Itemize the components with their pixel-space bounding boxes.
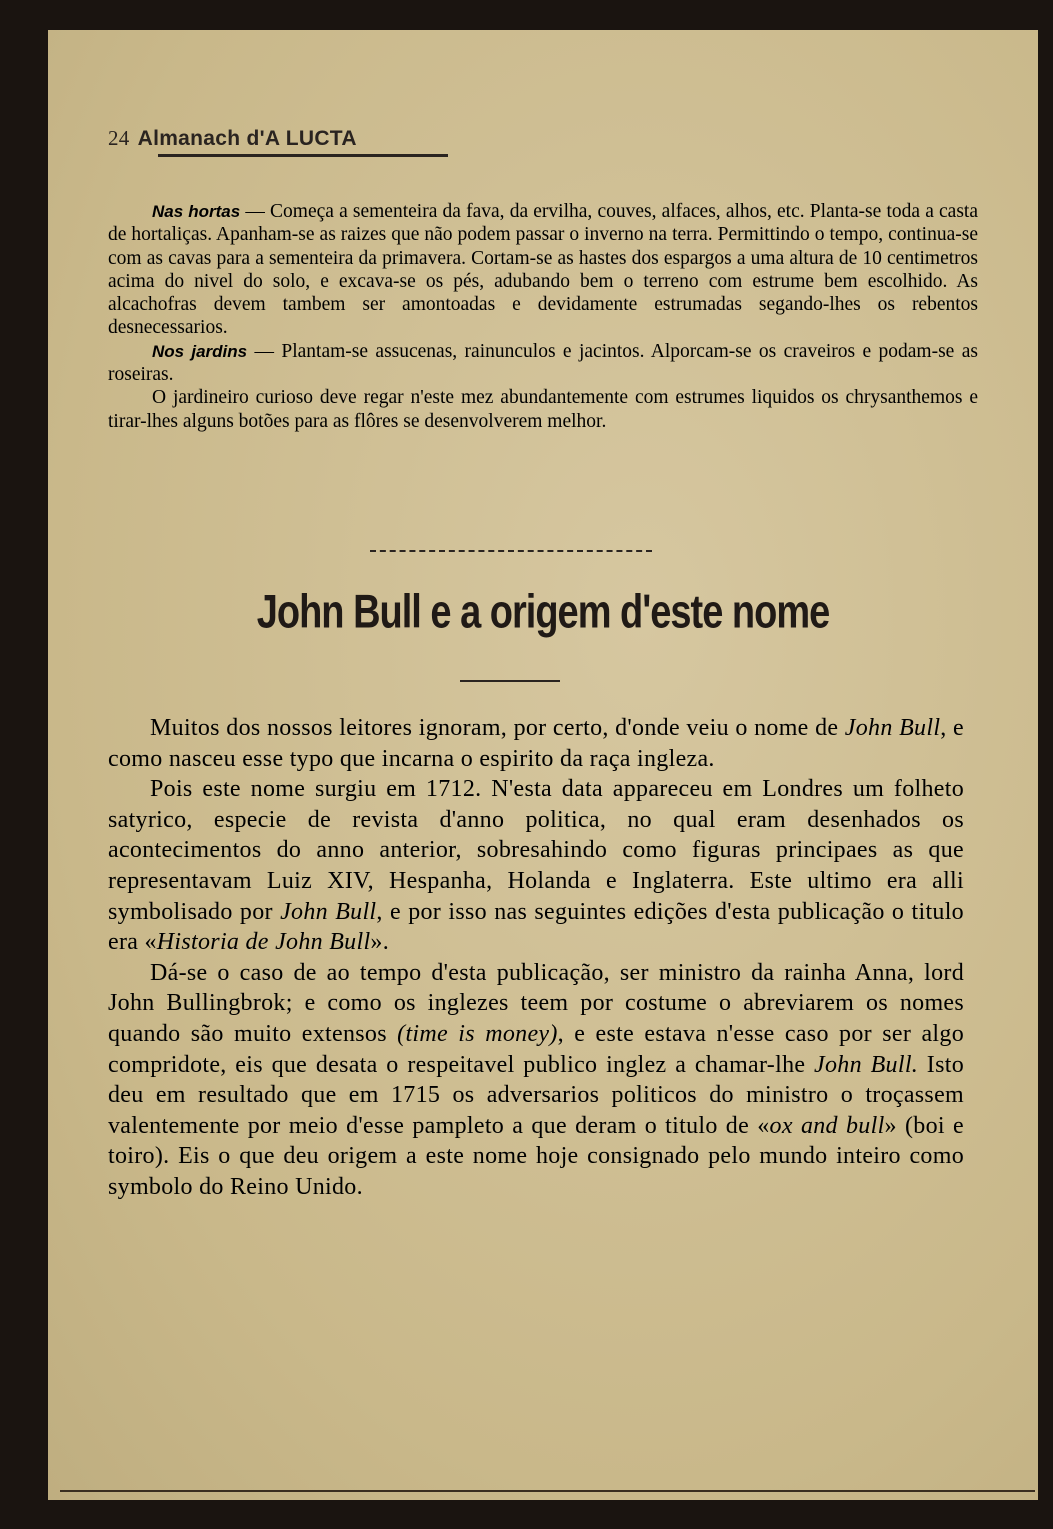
bottom-rule bbox=[60, 1490, 1035, 1492]
title-rule bbox=[460, 680, 560, 682]
p2-text-b: , e por isso nas seguintes edições d'esta publicação o titulo era « bbox=[108, 898, 964, 956]
p2-text-c: ». bbox=[370, 929, 390, 956]
decorative-divider bbox=[370, 550, 652, 556]
running-header bbox=[108, 126, 357, 151]
article-paragraph-1 bbox=[108, 713, 964, 774]
jardins-lead: Nos jardins bbox=[152, 341, 248, 361]
article-paragraph-2 bbox=[108, 774, 964, 958]
p3-text-c: Isto deu em resultado que em 1715 os adversarios politicos do ministro o troçassem valentemente por meio d'esse pampleto a que deram o titulo de « bbox=[108, 1051, 965, 1139]
page-number: 24 bbox=[108, 126, 130, 150]
p3-text-a: Dá-se o caso de ao tempo d'esta publicação, ser ministro da rainha Anna, lord John Bullingbrok; e como os inglezes teem por costume o abreviarem os nomes quando são muito extensos bbox=[108, 959, 964, 1047]
jardins-paragraph bbox=[108, 340, 978, 387]
p3-text-b: , e este estava n'esse caso por ser algo compridote, eis que desata o respeitavel publico inglez a chamar-lhe bbox=[108, 1020, 964, 1078]
p1-em: John Bull bbox=[844, 715, 941, 741]
p2-em2: Historia de John Bull bbox=[156, 929, 371, 956]
p2-text-a: Pois este nome surgiu em 1712. N'esta data appareceu em Londres um folheto satyrico, especie de revista d'anno politica, no qual eram desenhados os acontecimentos do anno anterior, sobresahindo como figuras principaes as que representavam Luiz XIV, Hespanha, Holanda e Inglaterra. Este ultimo era alli symbolisado por bbox=[108, 776, 964, 925]
article-body bbox=[108, 713, 964, 1203]
running-title: Almanach d'A LUCTA bbox=[137, 127, 357, 150]
p1-text-b: , e como nasceu esse typo que incarna o espirito da raça ingleza. bbox=[108, 715, 965, 772]
p3-em2: John Bull. bbox=[814, 1051, 919, 1078]
garden-calendar-section bbox=[108, 200, 978, 433]
p2-em: John Bull bbox=[280, 898, 377, 925]
header-rule bbox=[158, 154, 448, 157]
article-paragraph-3 bbox=[108, 958, 964, 1203]
book-page bbox=[48, 30, 1038, 1500]
article-title: John Bull e a origem d'este nome bbox=[256, 586, 830, 639]
hortas-lead: Nas hortas bbox=[152, 202, 241, 221]
p3-em3: ox and bull bbox=[769, 1112, 885, 1139]
hortas-text: — Começa a sementeira da fava, da ervilha, couves, alfaces, alhos, etc. Planta-se toda a casta de hortaliças. Apanham-se as raizes que não podem passar o inverno na terra. Permittindo o tempo, continua-se com as cavas para a sementeira da primavera. Cortam-se as hastes dos espargos a uma altura de 10 centimetros acima do nivel do solo, e excava-se os pés, adubando bem o terreno com estrume bem escolhido. As alcachofras devem tambem ser amontoadas e devidamente estrumadas segando-lhes os rebentos desnecessarios. bbox=[108, 201, 978, 339]
jardineiro-paragraph: O jardineiro curioso deve regar n'este mez abundantemente com estrumes liquidos os chrysanthemos e tirar-lhes alguns botões para as flôres se desenvolverem melhor. bbox=[108, 387, 978, 432]
p3-em: (time is money) bbox=[397, 1020, 558, 1047]
p3-text-d: » (boi e toiro). Eis o que deu origem a este nome hoje consignado pelo mundo inteiro como symbolo do Reino Unido. bbox=[108, 1112, 964, 1200]
jardins-text: — Plantam-se assucenas, rainunculos e jacintos. Alporcam-se os craveiros e podam-se as roseiras. bbox=[108, 340, 978, 386]
p1-text-a: Muitos dos nossos leitores ignoram, por certo, d'onde veiu o nome de bbox=[150, 715, 845, 741]
